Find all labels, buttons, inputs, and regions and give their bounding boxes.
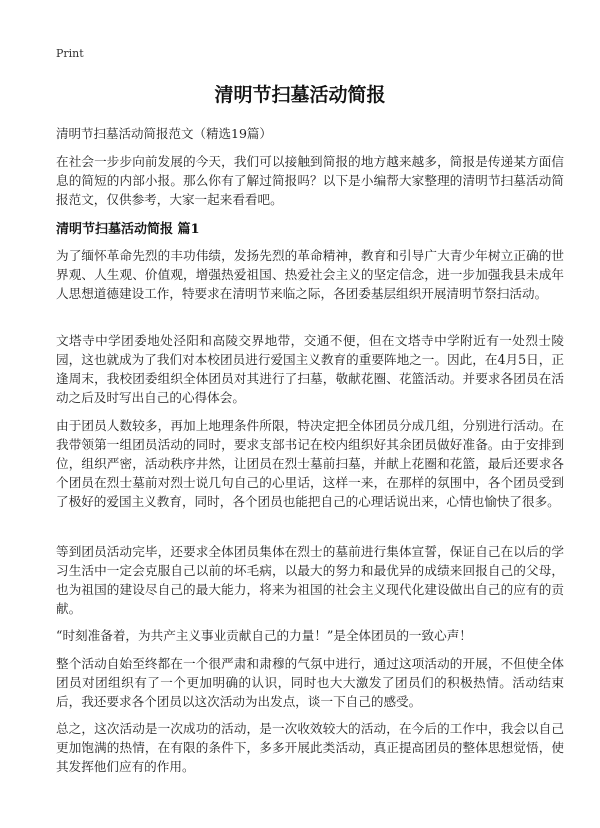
paragraph-6: 整个活动自始至终都在一个很严肃和肃穆的气氛中进行，通过这项活动的开展，不但使全体团员对团组织有了一个更加明确的认识，同时也大大激发了团员们的积极热情。活动结束后，我还要求各个团员以这次活动为出发点，谈一下自己的感受。: [56, 656, 564, 709]
paragraph-4: 等到团员活动完毕，还要求全体团员集体在烈士的墓前进行集体宣誓，保证自己在以后的学习生活中一定会克服自己以前的坏毛病，以最大的努力和最优异的成绩来回报自己的父母，也为祖国的建设尽自己的最大能力，将来为祖国的社会主义现代化建设做出自己的应有的贡献。: [56, 544, 564, 616]
page-title: 清明节扫墓活动简报: [214, 84, 386, 106]
section-heading: 清明节扫墓活动简报 篇1: [56, 222, 200, 237]
intro-paragraph: 在社会一步步向前发展的今天，我们可以接触到简报的地方越来越多，简报是传递某方面信息的简短的内部小报。那么你有了解过简报吗？以下是小编帮大家整理的清明节扫墓活动简报范文，仅供参考，大家一起来看看吧。: [56, 154, 564, 207]
paragraph-5: “时刻准备着，为共产主义事业贡献自己的力量！”是全体团员的一致心声！: [56, 628, 472, 643]
paragraph-2: 文塔寺中学团委地处泾阳和高陵交界地带，交通不便，但在文塔寺中学附近有一处烈士陵园，这也就成为了我们对本校团员进行爱国主义教育的重要阵地之一。因此，在4月5日，正逢周末，我校团委组织全体团员对其进行了扫墓，敬献花圈、花篮活动。并要求各团员在活动之后及时写出自己的心得体会。: [56, 333, 564, 405]
print-label[interactable]: Print: [56, 47, 84, 60]
paragraph-3: 由于团员人数较多，再加上地理条件所限，特决定把全体团员分成几组，分别进行活动。在我带领第一组团员活动的同时，要求支部书记在校内组织好其余团员做好准备。由于安排到位，组织严密，活动秩序井然，让团员在烈士墓前扫墓，并献上花圈和花篮，最后还要求各个团员在烈士墓前对烈士说几句自己的心里话，这样一来，在那样的氛围中，各个团员受到了极好的爱国主义教育，同时，各个团员也能把自己的心理话说出来，心情也愉快了很多。: [56, 418, 564, 509]
paragraph-7: 总之，这次活动是一次成功的活动，是一次收效较大的活动，在今后的工作中，我会以自己更加饱满的热情，在有限的条件下，多多开展此类活动，真正提高团员的整体思想觉悟，使其发挥他们应有的作用。: [56, 721, 564, 774]
subtitle: 清明节扫墓活动简报范文（精选19篇）: [56, 126, 272, 141]
paragraph-1: 为了缅怀革命先烈的丰功伟绩，发扬先烈的革命精神，教育和引导广大青少年树立正确的世界观、人生观、价值观，增强热爱祖国、热爱社会主义的坚定信念，进一步加强我县未成年人思想道德建设工作，特要求在清明节来临之际，各团委基层组织开展清明节祭扫活动。: [56, 248, 564, 301]
